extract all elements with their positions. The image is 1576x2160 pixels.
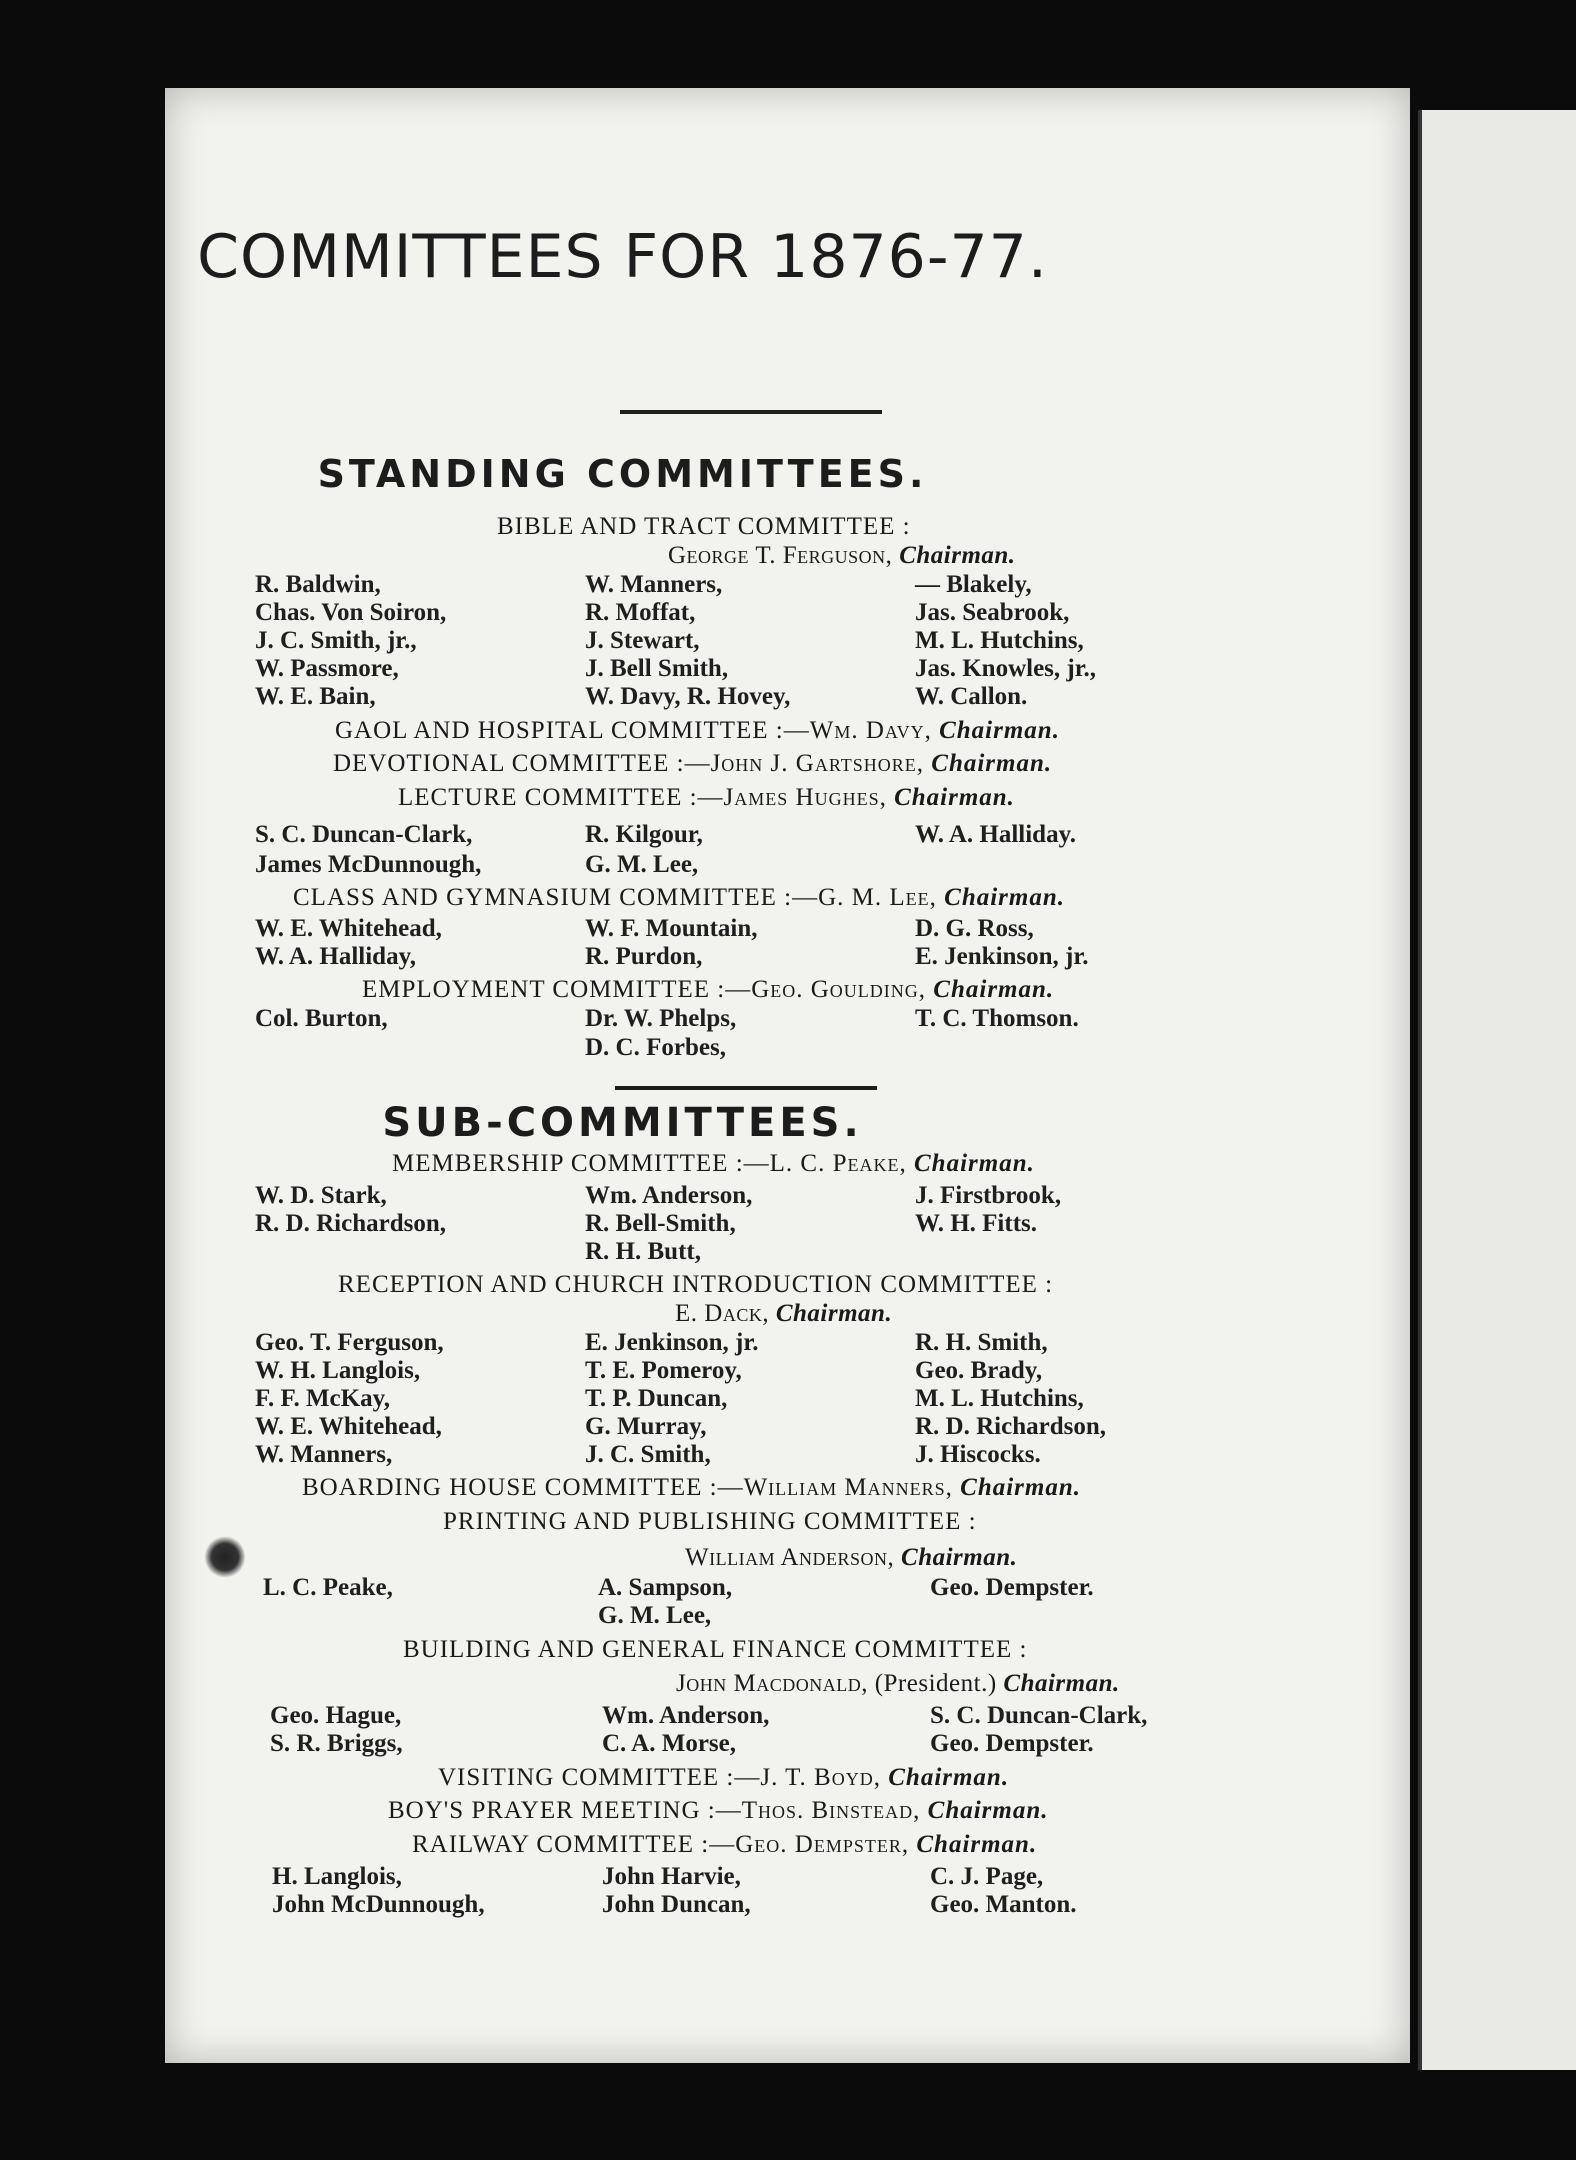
member-name: A. Sampson, <box>598 1574 733 1601</box>
member-name: Geo. Manton. <box>930 1891 1077 1918</box>
standing-heading: STANDING COMMITTEES. <box>317 452 928 496</box>
member-name: J. C. Smith, <box>585 1441 711 1468</box>
member-name: M. L. Hutchins, <box>915 627 1084 654</box>
member-name: W. Manners, <box>585 571 723 598</box>
member-name: Wm. Anderson, <box>585 1182 753 1209</box>
chair-role: Chairman. <box>901 1544 1018 1571</box>
chair-name: Geo. Goulding, <box>751 976 927 1003</box>
member-name: W. E. Bain, <box>255 683 376 710</box>
member-name: J. Firstbrook, <box>915 1182 1062 1209</box>
member-name: — Blakely, <box>915 571 1032 598</box>
chair-role: Chairman. <box>931 750 1053 777</box>
member-name: T. P. Duncan, <box>585 1385 728 1412</box>
member-name: D. C. Forbes, <box>585 1034 726 1061</box>
chair-name: E. Dack, <box>675 1300 770 1327</box>
chair-name: William Manners, <box>743 1474 953 1501</box>
chair-name: Thos. Binstead, <box>741 1797 921 1824</box>
committee-name: DEVOTIONAL COMMITTEE :— <box>333 750 711 777</box>
chair-name: L. C. Peake, <box>769 1150 907 1177</box>
member-name: W. E. Whitehead, <box>255 1413 442 1440</box>
member-name: E. Jenkinson, jr. <box>585 1329 759 1356</box>
chair-name: William Anderson, <box>685 1544 895 1571</box>
member-name: R. Purdon, <box>585 943 703 970</box>
chair-role: Chairman. <box>944 884 1065 911</box>
railway-committee <box>412 1831 1037 1859</box>
gymnasium-committee <box>293 884 1065 912</box>
committee-name: RAILWAY COMMITTEE :— <box>412 1831 736 1858</box>
employment-committee <box>362 976 1054 1004</box>
member-name: S. C. Duncan-Clark, <box>930 1702 1148 1729</box>
page-title: COMMITTEES FOR 1876-77. <box>197 222 1048 292</box>
member-name: R. H. Butt, <box>585 1238 701 1265</box>
member-name: R. Moffat, <box>585 599 696 626</box>
member-name: F. F. McKay, <box>255 1385 390 1412</box>
ink-smudge <box>205 1535 245 1579</box>
member-name: R. D. Richardson, <box>255 1210 446 1237</box>
member-name: W. D. Stark, <box>255 1182 387 1209</box>
member-name: R. H. Smith, <box>915 1329 1048 1356</box>
chair-name: J. T. Boyd, <box>760 1764 881 1791</box>
member-name: Jas. Seabrook, <box>915 599 1070 626</box>
chair-name: George T. Ferguson, <box>668 542 893 569</box>
member-name: J. Bell Smith, <box>585 655 729 682</box>
member-name: L. C. Peake, <box>263 1574 393 1601</box>
member-name: W. Manners, <box>255 1441 393 1468</box>
chair-role: Chairman. <box>939 717 1060 744</box>
committee-name: VISITING COMMITTEE :— <box>438 1764 761 1791</box>
chair-role: Chairman. <box>960 1474 1082 1501</box>
prayer-meeting-committee <box>388 1797 1049 1825</box>
member-name: John Duncan, <box>602 1891 751 1918</box>
lecture-committee <box>398 784 1015 812</box>
member-name: James McDunnough, <box>255 851 482 878</box>
member-name: W. Passmore, <box>255 655 399 682</box>
chair-name: John J. Gartshore, <box>710 750 925 777</box>
title-rule <box>620 410 882 414</box>
building-committee-name: BUILDING AND GENERAL FINANCE COMMITTEE : <box>403 1636 1028 1663</box>
member-name: S. C. Duncan-Clark, <box>255 821 473 848</box>
member-name: G. Murray, <box>585 1413 707 1440</box>
printing-committee-name: PRINTING AND PUBLISHING COMMITTEE : <box>443 1508 977 1535</box>
member-name: Wm. Anderson, <box>602 1702 770 1729</box>
member-name: Geo. Dempster. <box>930 1730 1094 1757</box>
section-rule <box>615 1086 877 1090</box>
chair-role: Chairman. <box>775 1300 893 1327</box>
member-name: J. C. Smith, jr., <box>255 627 417 654</box>
committee-name: GAOL AND HOSPITAL COMMITTEE :— <box>335 717 810 744</box>
member-name: Col. Burton, <box>255 1005 388 1032</box>
member-name: W. Davy, R. Hovey, <box>585 683 791 710</box>
member-name: W. H. Langlois, <box>255 1357 421 1384</box>
member-name: H. Langlois, <box>272 1863 402 1890</box>
member-name: John McDunnough, <box>272 1891 485 1918</box>
chair-role: Chairman. <box>894 784 1015 811</box>
member-name: W. E. Whitehead, <box>255 915 442 942</box>
committee-name: MEMBERSHIP COMMITTEE :— <box>392 1150 770 1177</box>
printing-committee-chair <box>685 1544 1017 1572</box>
sub-heading: SUB-COMMITTEES. <box>382 1100 863 1146</box>
devotional-committee <box>333 750 1052 778</box>
member-name: W. Callon. <box>915 683 1028 710</box>
member-name: C. A. Morse, <box>602 1730 736 1757</box>
committee-name: LECTURE COMMITTEE :— <box>398 784 724 811</box>
reception-committee-chair <box>675 1300 892 1328</box>
membership-committee <box>392 1150 1035 1178</box>
member-name: W. A. Halliday, <box>255 943 416 970</box>
chair-name: Geo. Dempster, <box>735 1831 910 1858</box>
member-name: Geo. Dempster. <box>930 1574 1094 1601</box>
chair-role: Chairman. <box>933 976 1055 1003</box>
chair-role: Chairman. <box>899 542 1016 569</box>
bible-committee-chair <box>668 542 1016 570</box>
member-name: W. H. Fitts. <box>915 1210 1037 1237</box>
member-name: Geo. T. Ferguson, <box>255 1329 444 1356</box>
chair-name: James Hughes, <box>723 784 887 811</box>
chair-role: Chairman. <box>914 1150 1035 1177</box>
member-name: R. Baldwin, <box>255 571 381 598</box>
member-name: R. D. Richardson, <box>915 1413 1106 1440</box>
member-name: T. E. Pomeroy, <box>585 1357 742 1384</box>
member-name: W. A. Halliday. <box>915 821 1076 848</box>
member-name: T. C. Thomson. <box>915 1005 1079 1032</box>
chair-name: Wm. Davy, <box>809 717 932 744</box>
committee-name: CLASS AND GYMNASIUM COMMITTEE :— <box>293 884 819 911</box>
chair-role: Chairman. <box>916 1831 1038 1858</box>
member-name: J. Hiscocks. <box>915 1441 1041 1468</box>
committee-name: BOY'S PRAYER MEETING :— <box>388 1797 742 1824</box>
chair-name: G. M. Lee, <box>818 884 937 911</box>
member-name: Jas. Knowles, jr., <box>915 655 1097 682</box>
chair-role: Chairman. <box>1003 1670 1120 1697</box>
member-name: S. R. Briggs, <box>270 1730 403 1757</box>
member-name: G. M. Lee, <box>585 851 699 878</box>
chair-role: Chairman. <box>888 1764 1010 1791</box>
gaol-committee <box>335 717 1060 745</box>
visiting-committee <box>438 1764 1009 1792</box>
chair-name: John Macdonald, <box>676 1670 868 1697</box>
member-name: G. M. Lee, <box>598 1602 712 1629</box>
member-name: Geo. Brady, <box>915 1357 1043 1384</box>
member-name: E. Jenkinson, jr. <box>915 943 1089 970</box>
member-name: J. Stewart, <box>585 627 700 654</box>
member-name: C. J. Page, <box>930 1863 1044 1890</box>
member-name: John Harvie, <box>602 1863 741 1890</box>
chair-role: Chairman. <box>927 1797 1049 1824</box>
member-name: D. G. Ross, <box>915 915 1034 942</box>
reception-committee-name: RECEPTION AND CHURCH INTRODUCTION COMMITTEE : <box>338 1271 1054 1298</box>
adjacent-page-edge <box>1418 110 1576 2070</box>
boarding-committee <box>302 1474 1081 1502</box>
member-name: W. F. Mountain, <box>585 915 758 942</box>
bible-committee-name: BIBLE AND TRACT COMMITTEE : <box>497 513 911 540</box>
chair-note: (President.) <box>874 1670 997 1697</box>
member-name: M. L. Hutchins, <box>915 1385 1084 1412</box>
building-committee-chair <box>676 1670 1120 1698</box>
committee-name: BOARDING HOUSE COMMITTEE :— <box>302 1474 744 1501</box>
member-name: Dr. W. Phelps, <box>585 1005 737 1032</box>
member-name: Geo. Hague, <box>270 1702 402 1729</box>
committee-name: EMPLOYMENT COMMITTEE :— <box>362 976 752 1003</box>
member-name: R. Kilgour, <box>585 821 703 848</box>
member-name: R. Bell-Smith, <box>585 1210 736 1237</box>
member-name: Chas. Von Soiron, <box>255 599 447 626</box>
